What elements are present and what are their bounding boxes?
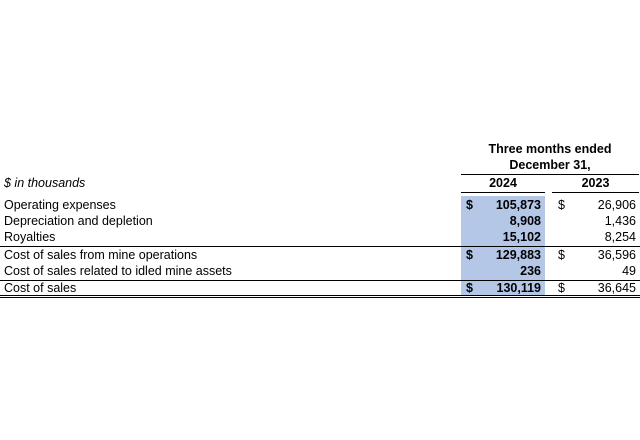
value-2023: 36,596 bbox=[597, 248, 636, 262]
double-rule-bottom bbox=[0, 297, 640, 298]
value-2023: 49 bbox=[622, 264, 636, 278]
value-2024: 236 bbox=[520, 264, 541, 278]
value-2023: 36,645 bbox=[597, 281, 636, 295]
column-rule-2024 bbox=[461, 192, 545, 193]
value-2023: 1,436 bbox=[604, 214, 636, 228]
currency-2023: $ bbox=[558, 248, 565, 262]
currency-2024: $ bbox=[466, 198, 473, 212]
column-header-2023: 2023 bbox=[581, 176, 610, 190]
units-label: $ in thousands bbox=[4, 176, 86, 190]
period-header-line1: Three months ended bbox=[488, 142, 612, 156]
row-label: Cost of sales related to idled mine assets bbox=[4, 264, 232, 278]
row-label: Royalties bbox=[4, 230, 56, 244]
currency-2024: $ bbox=[466, 281, 473, 295]
row-label: Cost of sales from mine operations bbox=[4, 248, 198, 262]
row-label: Cost of sales bbox=[4, 281, 77, 295]
currency-2023: $ bbox=[558, 281, 565, 295]
currency-2023: $ bbox=[558, 198, 565, 212]
header-rule bbox=[461, 174, 639, 175]
double-rule-top bbox=[0, 295, 640, 296]
value-2023: 26,906 bbox=[597, 198, 636, 212]
value-2024: 105,873 bbox=[495, 198, 541, 212]
column-header-2024: 2024 bbox=[489, 176, 517, 190]
row-label: Operating expenses bbox=[4, 198, 116, 212]
value-2024: 129,883 bbox=[495, 248, 541, 262]
value-2024: 130,119 bbox=[496, 281, 541, 295]
value-2024: 8,908 bbox=[509, 214, 541, 228]
column-rule-2023 bbox=[552, 192, 639, 193]
period-header-line2: December 31, bbox=[509, 158, 591, 172]
currency-2024: $ bbox=[466, 248, 473, 262]
value-2023: 8,254 bbox=[604, 230, 636, 244]
total-rule bbox=[0, 280, 640, 281]
value-2024: 15,102 bbox=[502, 230, 541, 244]
row-label: Depreciation and depletion bbox=[4, 214, 153, 228]
subtotal-rule bbox=[0, 246, 640, 247]
